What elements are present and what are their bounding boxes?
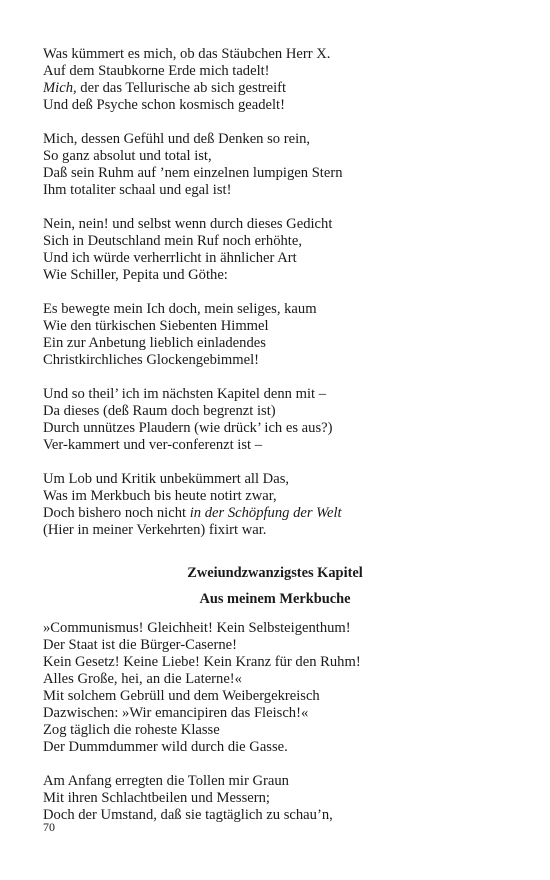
verse-line: Und deß Psyche schon kosmisch geadelt!	[43, 97, 285, 113]
verse-line: Und so theil’ ich im nächsten Kapitel denn mit –	[43, 386, 327, 402]
stanza-7	[43, 620, 513, 756]
chapter-subtitle: Aus meinem Merkbuche	[199, 591, 351, 607]
verse-line: Auf dem Staubkorne Erde mich tadelt!	[43, 63, 270, 79]
verse-line: (Hier in meiner Verkehrten) fixirt war.	[43, 522, 267, 538]
verse-line: Ein zur Anbetung lieblich einladendes	[43, 335, 266, 351]
poem-part-1	[43, 46, 513, 539]
chapter-title: Zweiundzwanzigstes Kapitel	[187, 565, 363, 581]
poem-part-2	[43, 620, 513, 824]
stanza-4	[43, 301, 513, 369]
verse-line-start: Doch bishero noch nicht	[43, 505, 190, 521]
stanza-6	[43, 471, 513, 539]
page-number: 70	[43, 820, 55, 834]
verse-line: Durch unnützes Plaudern (wie drück’ ich es aus?)	[43, 420, 333, 436]
italic-phrase: in der Schöpfung der Welt	[189, 505, 342, 521]
verse-line: Wie Schiller, Pepita und Göthe:	[43, 267, 228, 283]
verse-line: Es bewegte mein Ich doch, mein seliges, kaum	[43, 301, 317, 317]
verse-line: Da dieses (deß Raum doch begrenzt ist)	[43, 403, 276, 419]
verse-line	[43, 505, 513, 522]
verse-line: Kein Gesetz! Keine Liebe! Kein Kranz für den Ruhm!	[43, 654, 361, 670]
verse-line: Mit solchem Gebrüll und dem Weibergekreisch	[43, 688, 320, 704]
stanza-5	[43, 386, 513, 454]
verse-line: Zog täglich die roheste Klasse	[43, 722, 220, 738]
verse-line: Nein, nein! und selbst wenn durch dieses Gedicht	[43, 216, 333, 232]
verse-line: Ihm totaliter schaal und egal ist!	[43, 182, 232, 198]
verse-line: Um Lob und Kritik unbekümmert all Das,	[43, 471, 290, 487]
stanza-3	[43, 216, 513, 284]
verse-line: »Communismus! Gleichheit! Kein Selbsteigenthum!	[43, 620, 351, 636]
stanza-2	[43, 131, 513, 199]
verse-line: Und ich würde verherrlicht in ähnlicher Art	[43, 250, 297, 266]
verse-line: Am Anfang erregten die Tollen mir Graun	[43, 773, 289, 789]
verse-line: Christkirchliches Glockengebimmel!	[43, 352, 260, 368]
verse-line: Ver-kammert und ver-conferenzt ist –	[43, 437, 263, 453]
verse-line: Dazwischen: »Wir emancipiren das Fleisch!«	[43, 705, 309, 721]
verse-line: Mit ihren Schlachtbeilen und Messern;	[43, 790, 270, 806]
verse-line: Daß sein Ruhm auf ’nem einzelnen lumpigen Stern	[43, 165, 343, 181]
verse-line: So ganz absolut und total ist,	[43, 148, 212, 164]
verse-line: Der Dummdummer wild durch die Gasse.	[43, 739, 288, 755]
verse-line-rest: der das Tellurische ab sich gestreift	[76, 80, 287, 96]
verse-line: Mich, dessen Gefühl und deß Denken so rein,	[43, 131, 311, 147]
stanza-1	[43, 46, 513, 114]
verse-line: Der Staat ist die Bürger-Caserne!	[43, 637, 237, 653]
verse-line: Doch der Umstand, daß sie tagtäglich zu schau’n,	[43, 807, 333, 823]
verse-line: Sich in Deutschland mein Ruf noch erhöhte,	[43, 233, 302, 249]
verse-line: Was kümmert es mich, ob das Stäubchen Herr X.	[43, 46, 331, 62]
stanza-8	[43, 773, 513, 824]
verse-line: Alles Große, hei, an die Laterne!«	[43, 671, 242, 687]
verse-line: Was im Merkbuch bis heute notirt zwar,	[43, 488, 277, 504]
verse-line: Wie den türkischen Siebenten Himmel	[43, 318, 269, 334]
italic-word: Mich,	[43, 80, 77, 96]
verse-line	[43, 80, 513, 97]
